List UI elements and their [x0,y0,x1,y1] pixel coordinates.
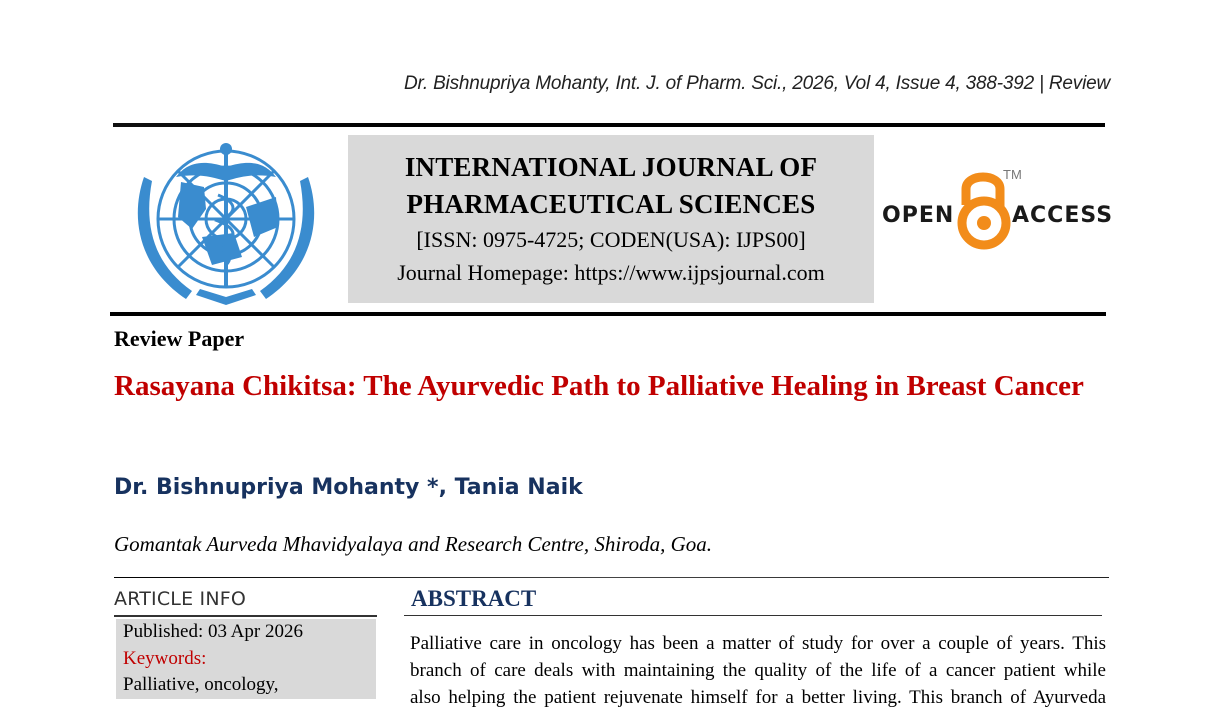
keywords-label: Keywords: [123,647,207,669]
article-title: Rasayana Chikitsa: The Ayurvedic Path to Palliative Healing in Breast Cancer [114,370,1084,402]
issn-line: [ISSN: 0975-4725; CODEN(USA): IJPS00] [416,227,806,252]
open-access-open-text: OPEN [882,203,955,228]
abstract-line: branch of care deals with maintaining the quality of the life of a cancer patient while [410,660,1106,681]
journal-emblem-icon [126,137,326,307]
abstract-body [410,630,1106,711]
abstract-line: also helping the patient rejuvenate himself for a better living. This branch of Ayurveda [410,687,1106,708]
article-info-heading: ARTICLE INFO [114,588,247,610]
article-info-rule [114,615,377,617]
abstract-rule [404,615,1102,616]
abstract-heading: ABSTRACT [411,586,537,611]
abstract-line: Palliative care in oncology has been a matter of study for over a couple of years. This [410,633,1106,654]
trademark-symbol: TM [1003,167,1022,182]
open-access-badge [880,165,1114,253]
article-info-box [116,619,376,699]
header-rule-bottom [110,312,1106,316]
open-access-access-text: ACCESS [1012,203,1114,228]
published-date: Published: 03 Apr 2026 [123,621,303,642]
header-rule-top [113,123,1105,127]
keywords-list: Palliative, oncology, [123,674,279,695]
journal-title [348,149,874,223]
author-affiliation: Gomantak Aurveda Mhavidyalaya and Research Centre, Shiroda, Goa. [114,532,712,556]
section-divider [114,577,1109,578]
journal-masthead [348,135,874,303]
paper-type-label: Review Paper [114,326,245,351]
journal-title-line2: PHARMACEUTICAL SCIENCES [406,189,816,219]
article-authors: Dr. Bishnupriya Mohanty *, Tania Naik [114,475,583,500]
journal-homepage-link[interactable]: Journal Homepage: https://www.ijpsjournal.com [397,260,825,285]
journal-title-line1: INTERNATIONAL JOURNAL OF [404,152,818,182]
running-header-citation: Dr. Bishnupriya Mohanty, Int. J. of Pharm. Sci., 2026, Vol 4, Issue 4, 388-392 | Review [403,73,1110,94]
